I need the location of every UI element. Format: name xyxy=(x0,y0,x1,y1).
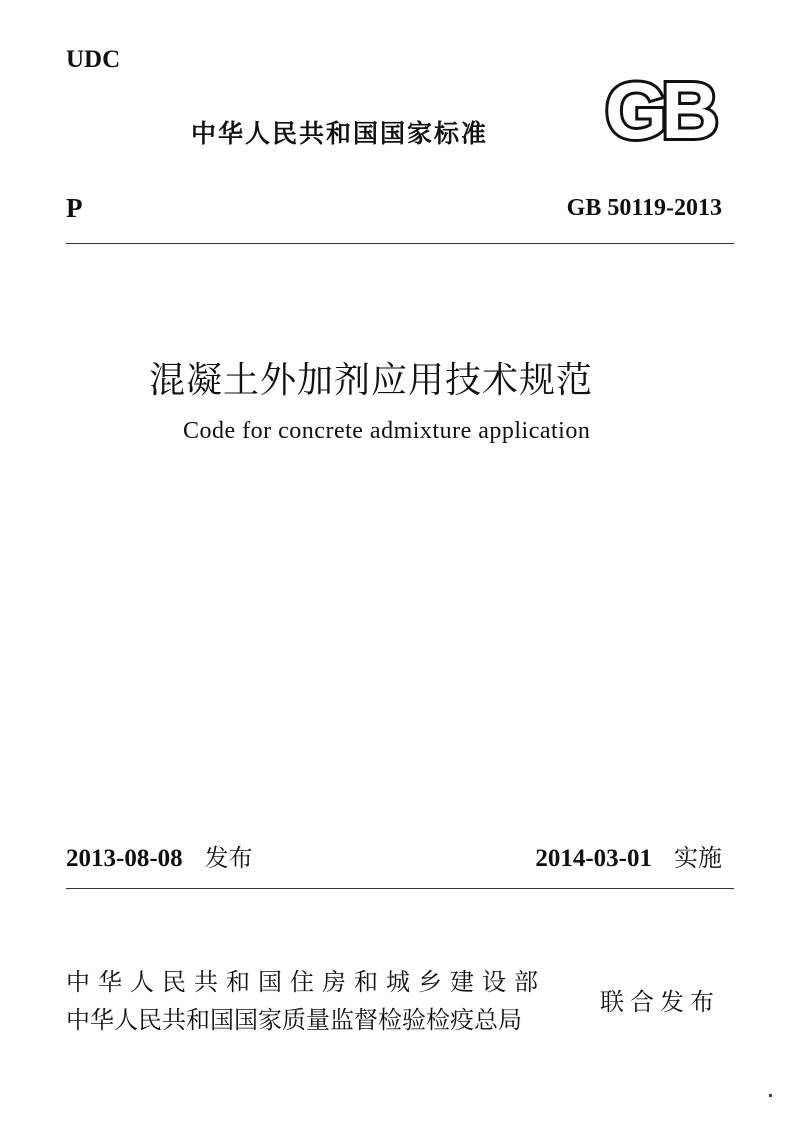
bottom-divider xyxy=(66,888,734,889)
title-chinese: 混凝土外加剂应用技术规范 xyxy=(149,360,594,400)
joint-issue-label: 联合发布 xyxy=(600,988,720,1016)
issuer-1: 中华人民共和国住房和城乡建设部 xyxy=(66,968,546,996)
issue-date: 2013-08-08 xyxy=(66,845,183,872)
issue-label: 发布 xyxy=(204,844,253,872)
standard-type: 中华人民共和国国家标准 xyxy=(191,119,489,148)
issuer-2: 中华人民共和国国家质量监督检验检疫总局 xyxy=(66,1006,522,1034)
scan-artifact-dot xyxy=(769,1094,772,1097)
gb-logo-icon xyxy=(592,72,726,148)
gb-logo-text: GB xyxy=(605,72,713,148)
classification-code: P xyxy=(66,193,83,223)
implementation-date-row xyxy=(535,838,722,873)
implementation-label: 实施 xyxy=(674,844,722,872)
top-divider xyxy=(66,243,734,244)
issue-date-row xyxy=(66,838,253,873)
implementation-date: 2014-03-01 xyxy=(535,845,652,872)
udc-label: UDC xyxy=(66,46,121,73)
title-english: Code for concrete admixture application xyxy=(183,418,591,444)
gb-logo xyxy=(592,72,726,148)
standard-number: GB 50119-2013 xyxy=(566,195,722,221)
